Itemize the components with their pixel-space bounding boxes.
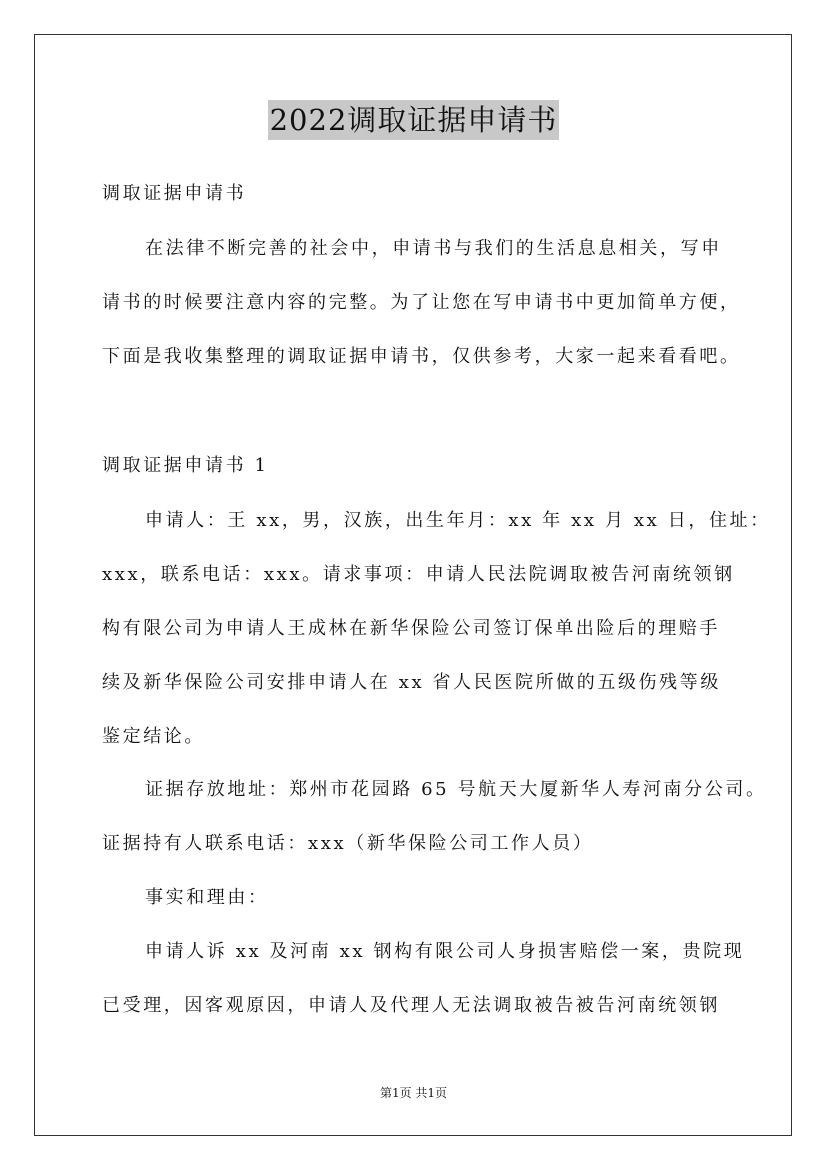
paragraph-line: 鉴定结论。 bbox=[102, 726, 205, 747]
paragraph-line: xxx，联系电话：xxx。请求事项：申请人民法院调取被告河南统领钢 bbox=[102, 564, 735, 585]
paragraph-line: 下面是我收集整理的调取证据申请书，仅供参考，大家一起来看看吧。 bbox=[102, 346, 741, 367]
paragraph-line: 证据持有人联系电话：xxx（新华保险公司工作人员） bbox=[102, 833, 594, 854]
subtitle: 调取证据申请书 bbox=[102, 183, 247, 204]
paragraph-line: 证据存放地址：郑州市花园路 65 号航天大厦新华人寿河南分公司。 bbox=[145, 779, 767, 800]
paragraph-line: 构有限公司为申请人王成林在新华保险公司签订保单出险后的理赔手 bbox=[102, 618, 720, 639]
paragraph-line: 申请人诉 xx 及河南 xx 钢构有限公司人身损害赔偿一案，贵院现 bbox=[145, 941, 745, 962]
paragraph-line: 在法律不断完善的社会中，申请书与我们的生活息息相关，写申 bbox=[145, 238, 722, 259]
paragraph-line: 申请人：王 xx，男，汉族，出生年月：xx 年 xx 月 xx 日，住址： bbox=[145, 510, 771, 531]
document-title: 2022调取证据申请书 bbox=[268, 100, 560, 140]
title-container bbox=[0, 100, 827, 140]
page-footer: 第1页 共1页 bbox=[379, 1086, 448, 1100]
paragraph-line: 已受理，因客观原因，申请人及代理人无法调取被告被告河南统领钢 bbox=[102, 995, 720, 1016]
paragraph-line: 续及新华保险公司安排申请人在 xx 省人民医院所做的五级伤残等级 bbox=[102, 672, 721, 693]
paragraph-line: 事实和理由： bbox=[145, 887, 269, 908]
paragraph-line: 请书的时候要注意内容的完整。为了让您在写申请书中更加简单方便， bbox=[102, 292, 741, 313]
section-heading: 调取证据申请书 1 bbox=[102, 455, 269, 476]
